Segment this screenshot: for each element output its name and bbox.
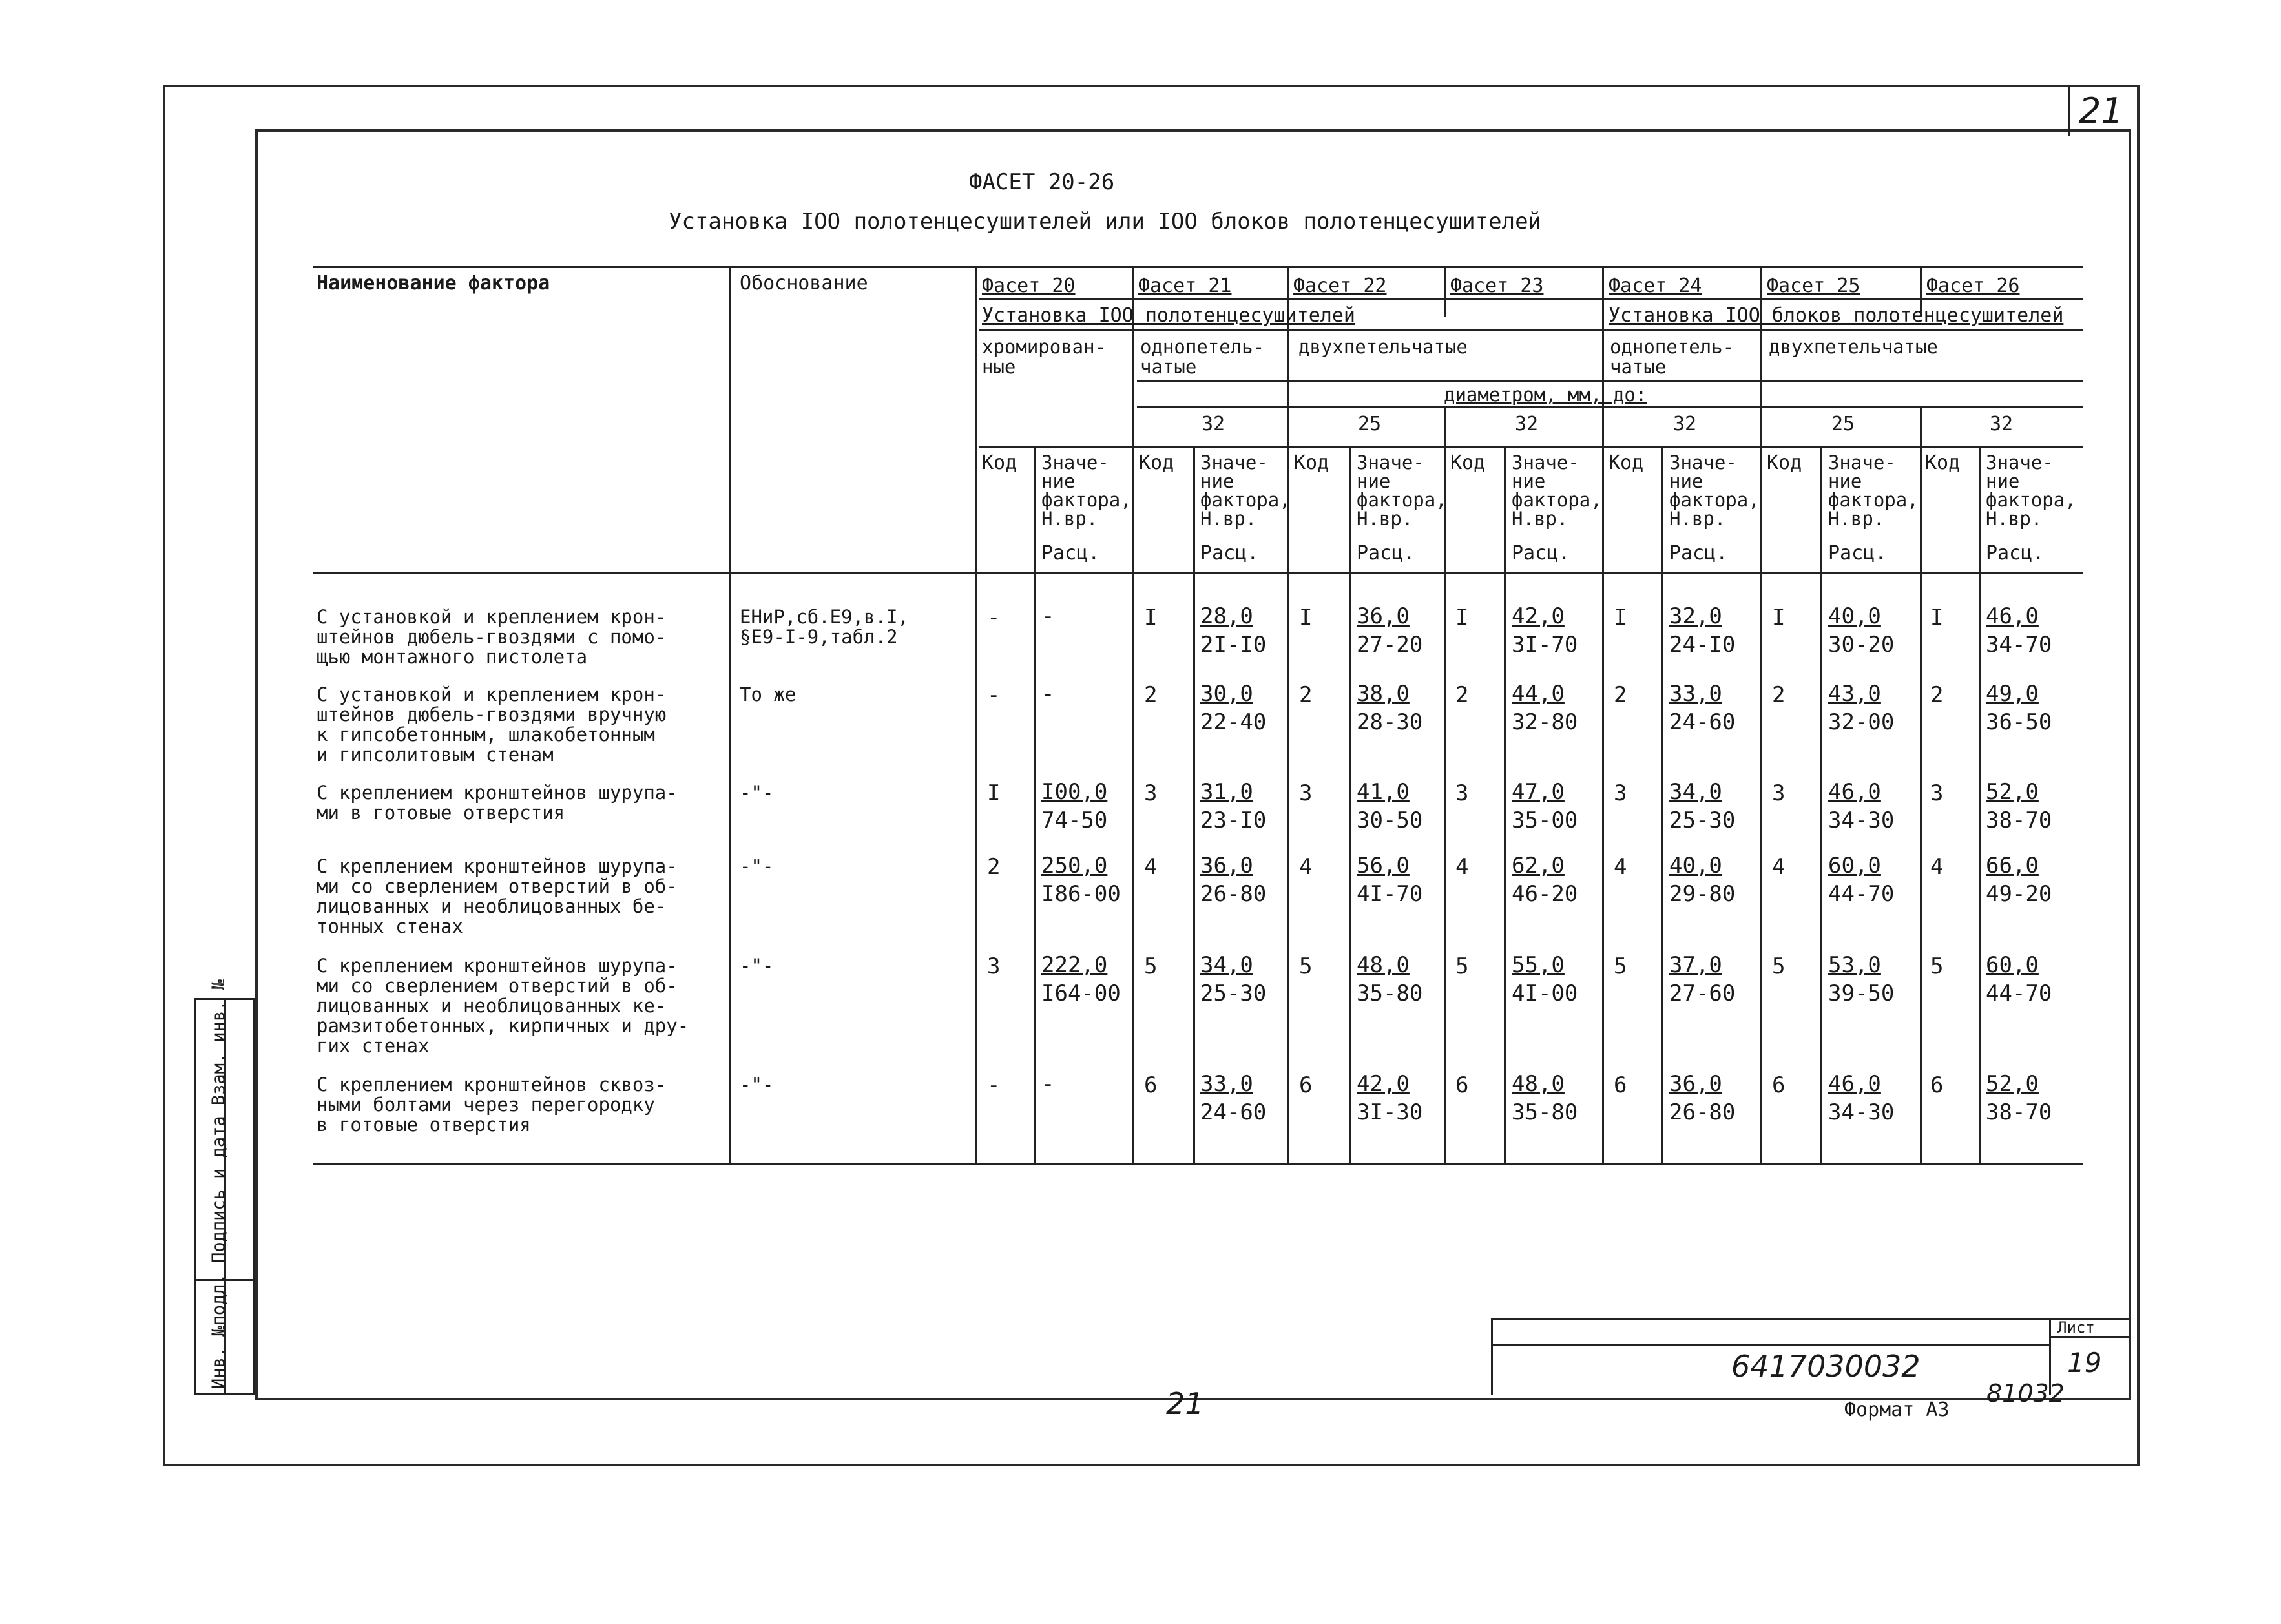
rate-value: 29-80 (1669, 881, 1736, 907)
code-cell: I (1772, 605, 1786, 630)
code-cell: I (1455, 605, 1469, 630)
value-cell (1986, 1071, 2052, 1125)
col-factor-header: Наименование фактора (317, 272, 550, 295)
rate-value: 38-70 (1986, 1099, 2052, 1125)
code-cell: 2 (1930, 682, 1944, 708)
rate-value: 26-80 (1669, 1099, 1736, 1125)
factor-value: 222,0 (1041, 952, 1108, 978)
rate-value: 24-60 (1669, 709, 1736, 735)
code-header: Код (1767, 452, 1802, 474)
code-cell: I (987, 780, 1001, 806)
code-cell: - (987, 682, 1001, 708)
rate-value: 2I-I0 (1200, 632, 1267, 658)
rate-value: 4I-70 (1357, 881, 1423, 907)
value-cell (1986, 603, 2052, 658)
rate-value: 34-30 (1828, 807, 1895, 833)
bottom-page-number: 21 (1166, 1386, 1204, 1421)
factor-value: 40,0 (1828, 603, 1881, 629)
factor-value: 33,0 (1200, 1071, 1253, 1097)
factor-value: 41,0 (1357, 779, 1410, 805)
code-cell: 6 (1455, 1072, 1469, 1098)
code-cell: 6 (1144, 1072, 1158, 1098)
rate-value: 44-70 (1986, 981, 2052, 1006)
doc-number: 6417030032 (1731, 1349, 1921, 1384)
factor-value: 60,0 (1986, 952, 2039, 978)
value-cell (1357, 603, 1422, 658)
code-cell: 3 (1455, 780, 1469, 806)
diameter-f25: 25 (1831, 413, 1855, 435)
value-cell (1041, 681, 1054, 709)
factor-value: 48,0 (1512, 1071, 1565, 1097)
factor-value: - (1041, 681, 1055, 707)
code-cell: 5 (1299, 953, 1313, 979)
rate-value: 4I-00 (1512, 981, 1578, 1006)
code-cell: 4 (1144, 854, 1158, 880)
value-header: Значе- ние фактора, Н.вр. (1357, 452, 1447, 530)
rate-value: 3I-30 (1357, 1099, 1423, 1125)
code-header: Код (982, 452, 1017, 474)
code-cell: 2 (1144, 682, 1158, 708)
code-cell: 2 (1455, 682, 1469, 708)
table-bottom-rule (313, 1163, 2083, 1165)
rate-header: Расц. (1357, 542, 1415, 565)
code-cell: - (987, 1072, 1001, 1098)
code-cell: 6 (1930, 1072, 1944, 1098)
factor-value: 31,0 (1200, 779, 1253, 805)
value-cell (1200, 1071, 1266, 1125)
code-header: Код (1139, 452, 1174, 474)
diameter-f22: 25 (1358, 413, 1382, 435)
rate-header: Расц. (1669, 542, 1728, 565)
factor-value: 36,0 (1669, 1071, 1722, 1097)
code-cell: 2 (1299, 682, 1313, 708)
code-cell: I (1930, 605, 1944, 630)
value-cell (1512, 779, 1578, 833)
rate-value: 35-00 (1512, 807, 1578, 833)
factor-cell: С установкой и креплением крон- штейнов дюбель-гвоздями вручную к гипсобетонным, шлакобетонным и гипсолитовым стенам (317, 683, 667, 765)
basis-cell: ЕНиР,сб.Е9,в.I, §Е9-I-9,табл.2 (740, 606, 909, 648)
col-sep-f20-inner (1034, 446, 1036, 1163)
value-cell (1357, 853, 1422, 907)
factor-value: 38,0 (1357, 681, 1410, 707)
value-cell (1357, 779, 1422, 833)
value-cell (1512, 681, 1578, 735)
value-cell (1041, 952, 1121, 1006)
code-cell: 4 (1299, 854, 1313, 880)
value-cell (1200, 952, 1266, 1006)
value-header: Значе- ние фактора, Н.вр. (1200, 452, 1291, 530)
type-double-left-header: двухпетельчатые (1298, 336, 1468, 358)
group-row-rule (979, 329, 2083, 331)
diameter-f26: 32 (1990, 413, 2014, 435)
value-cell (1200, 853, 1266, 907)
basis-cell: То же (740, 683, 797, 705)
code-cell: 4 (1930, 854, 1944, 880)
facet-22-header: Фасет 22 (1293, 275, 1387, 297)
rate-value: 46-20 (1512, 881, 1578, 907)
factor-value: 62,0 (1512, 853, 1565, 879)
value-cell (1828, 952, 1894, 1006)
diameter-f23: 32 (1515, 413, 1539, 435)
value-cell (1200, 779, 1266, 833)
factor-value: 52,0 (1986, 1071, 2039, 1097)
type-single-right-header: однопетель- чатые (1610, 336, 1734, 378)
value-header: Значе- ние фактора, Н.вр. (1828, 452, 1919, 530)
facet-subheading: Установка IOO полотенцесушителей или IOO блоков полотенцесушителей (669, 209, 1542, 234)
code-cell: 3 (1930, 780, 1944, 806)
value-cell (1512, 1071, 1578, 1125)
rate-value: 32-80 (1512, 709, 1578, 735)
factor-value: 49,0 (1986, 681, 2039, 707)
rate-value: 36-50 (1986, 709, 2052, 735)
factor-value: 52,0 (1986, 779, 2039, 805)
code-header: Код (1294, 452, 1329, 474)
rate-value: 44-70 (1828, 881, 1895, 907)
code-cell: 3 (1144, 780, 1158, 806)
value-cell (1669, 1071, 1735, 1125)
value-cell (1828, 603, 1894, 658)
value-cell (1986, 952, 2052, 1006)
facet-heading: ФАСЕТ 20-26 (969, 169, 1115, 195)
code-header: Код (1450, 452, 1486, 474)
col-sep-f25-inner (1820, 446, 1822, 1163)
factor-value: 46,0 (1986, 603, 2039, 629)
rate-value: 39-50 (1828, 981, 1895, 1006)
rate-value: 26-80 (1200, 881, 1267, 907)
value-cell (1041, 853, 1121, 907)
facet-25-header: Фасет 25 (1767, 275, 1860, 297)
rate-value: 24-I0 (1669, 632, 1736, 658)
rate-value: 38-70 (1986, 807, 2052, 833)
rate-value: I86-00 (1041, 881, 1121, 907)
value-cell (1041, 603, 1054, 632)
rate-value: 49-20 (1986, 881, 2052, 907)
facet-23-header: Фасет 23 (1450, 275, 1544, 297)
factor-value: 40,0 (1669, 853, 1722, 879)
value-cell (1986, 853, 2052, 907)
value-cell (1512, 853, 1578, 907)
code-cell: 6 (1772, 1072, 1786, 1098)
factor-cell: С установкой и креплением крон- штейнов дюбель-гвоздями с помо- щью монтажного пистолета (317, 606, 667, 668)
factor-cell: С креплением кронштейнов шурупа- ми со сверлением отверстий в об- лицованных и необлицованных бе- тонных стенах (317, 855, 678, 937)
col-sep-f23-inner (1504, 446, 1506, 1163)
facet-20-header: Фасет 20 (982, 275, 1076, 297)
code-cell: 5 (1144, 953, 1158, 979)
code-cell: - (987, 605, 1001, 630)
col-sep-f20 (975, 266, 977, 1163)
rate-value: I64-00 (1041, 981, 1121, 1006)
value-header: Значе- ние фактора, Н.вр. (1669, 452, 1760, 530)
side-stamp-text: Инв. №подл. Подпись и дата Взам. инв. № (209, 979, 229, 1389)
factor-value: 28,0 (1200, 603, 1253, 629)
diameter-f21: 32 (1202, 413, 1225, 435)
col-sep-f26 (1920, 406, 1922, 1163)
value-cell (1669, 603, 1735, 658)
page-mark: 21 (2079, 90, 2123, 131)
factor-cell: С креплением кронштейнов шурупа- ми со сверлением отверстий в об- лицованных и необлицованных ке- рамзитобетонных, кирпичных и дру- гих стенах (317, 955, 689, 1057)
code-cell: I (1299, 605, 1313, 630)
factor-value: 32,0 (1669, 603, 1722, 629)
code-cell: 5 (1772, 953, 1786, 979)
code-cell: 4 (1772, 854, 1786, 880)
type-row-rule (1137, 380, 2083, 382)
rate-value: 32-00 (1828, 709, 1895, 735)
basis-cell: -"- (740, 782, 774, 804)
factor-value: I00,0 (1041, 779, 1108, 805)
rate-value: 27-20 (1357, 632, 1423, 658)
value-header: Значе- ние фактора, Н.вр. (1986, 452, 2076, 530)
col-sep-f21 (1132, 266, 1134, 1163)
value-header: Значе- ние фактора, Н.вр. (1041, 452, 1132, 530)
code-cell: 5 (1455, 953, 1469, 979)
col-sep-f26-inner (1979, 446, 1981, 1163)
col-sep-f22-inner (1349, 446, 1351, 1163)
code-cell: I (1144, 605, 1158, 630)
rate-value: 25-30 (1200, 981, 1267, 1006)
value-header: Значе- ние фактора, Н.вр. (1512, 452, 1602, 530)
code-cell: 3 (987, 953, 1001, 979)
value-cell (1200, 681, 1266, 735)
value-cell (1669, 952, 1735, 1006)
type-single-left-header: однопетель- чатые (1140, 336, 1265, 378)
value-cell (1357, 681, 1422, 735)
basis-cell: -"- (740, 955, 774, 977)
col-sep-f24-inner (1661, 446, 1663, 1163)
facet-21-header: Фасет 21 (1138, 275, 1232, 297)
rate-value: 35-80 (1357, 981, 1423, 1006)
value-cell (1512, 952, 1578, 1006)
code-cell: 6 (1299, 1072, 1313, 1098)
code-cell: 5 (1930, 953, 1944, 979)
value-cell (1828, 1071, 1894, 1125)
rate-header: Расц. (1986, 542, 2045, 565)
sheet-number: 19 (2067, 1347, 2102, 1379)
code-header: Код (1609, 452, 1644, 474)
code-cell: 2 (1772, 682, 1786, 708)
factor-value: - (1041, 603, 1055, 629)
factor-value: 34,0 (1669, 779, 1722, 805)
value-cell (1669, 853, 1735, 907)
rate-value: 30-50 (1357, 807, 1423, 833)
rate-header: Расц. (1200, 542, 1259, 565)
factor-value: 42,0 (1512, 603, 1565, 629)
code-cell: 4 (1614, 854, 1627, 880)
group-right-header: Установка IOO блоков полотенцесушителей (1609, 304, 2064, 327)
code-cell: 3 (1614, 780, 1627, 806)
value-cell (1041, 1071, 1054, 1099)
factor-cell: С креплением кронштейнов сквоз- ными болтами через перегородку в готовые отверстия (317, 1074, 667, 1136)
value-cell (1512, 603, 1578, 658)
value-cell (1669, 681, 1735, 735)
rate-value: 23-I0 (1200, 807, 1267, 833)
format-code: 81032 (1986, 1379, 2065, 1408)
factor-value: 30,0 (1200, 681, 1253, 707)
factor-value: 66,0 (1986, 853, 2039, 879)
rate-value: 22-40 (1200, 709, 1267, 735)
value-cell (1669, 779, 1735, 833)
basis-cell: -"- (740, 855, 774, 877)
rate-value: 34-70 (1986, 632, 2052, 658)
code-cell: 2 (1614, 682, 1627, 708)
factor-value: 48,0 (1357, 952, 1410, 978)
factor-value: 46,0 (1828, 779, 1881, 805)
code-cell: 5 (1614, 953, 1627, 979)
factor-value: 250,0 (1041, 853, 1108, 879)
factor-value: 36,0 (1357, 603, 1410, 629)
value-cell (1357, 952, 1422, 1006)
factor-value: 42,0 (1357, 1071, 1410, 1097)
value-cell (1986, 779, 2052, 833)
rate-header: Расц. (1828, 542, 1887, 565)
table-header-bottom-rule (313, 572, 2083, 574)
factor-cell: С креплением кронштейнов шурупа- ми в готовые отверстия (317, 782, 678, 824)
code-cell: I (1614, 605, 1627, 630)
factor-value: 37,0 (1669, 952, 1722, 978)
factor-value: - (1041, 1071, 1055, 1097)
factor-value: 44,0 (1512, 681, 1565, 707)
rate-value: 34-30 (1828, 1099, 1895, 1125)
diameter-row-rule (979, 446, 2083, 448)
rate-value: 24-60 (1200, 1099, 1267, 1125)
code-header: Код (1925, 452, 1961, 474)
rate-header: Расц. (1512, 542, 1570, 565)
code-cell: 3 (1772, 780, 1786, 806)
rate-value: 35-80 (1512, 1099, 1578, 1125)
code-cell: 6 (1614, 1072, 1627, 1098)
rate-header: Расц. (1041, 542, 1100, 565)
value-cell (1200, 603, 1266, 658)
rate-value: 30-20 (1828, 632, 1895, 658)
title-block-inner-rule (1491, 1344, 2049, 1346)
factor-value: 47,0 (1512, 779, 1565, 805)
factor-value: 36,0 (1200, 853, 1253, 879)
factor-value: 43,0 (1828, 681, 1881, 707)
page-mark-divider (2068, 85, 2070, 136)
rate-value: 25-30 (1669, 807, 1736, 833)
code-cell: 3 (1299, 780, 1313, 806)
value-cell (1041, 779, 1107, 833)
facet-24-header: Фасет 24 (1609, 275, 1702, 297)
factor-value: 55,0 (1512, 952, 1565, 978)
col-basis-header: Обоснование (740, 272, 868, 295)
code-cell: 4 (1455, 854, 1469, 880)
factor-value: 34,0 (1200, 952, 1253, 978)
diameter-label: диаметром, мм, до: (1444, 384, 1647, 406)
factor-value: 33,0 (1669, 681, 1722, 707)
value-cell (1828, 681, 1894, 735)
table-top-rule (313, 266, 2083, 268)
factor-value: 56,0 (1357, 853, 1410, 879)
basis-cell: -"- (740, 1074, 774, 1096)
type-chrome-header: хромирован- ные (982, 336, 1107, 378)
rate-value: 3I-70 (1512, 632, 1578, 658)
rate-value: 74-50 (1041, 807, 1108, 833)
value-cell (1828, 853, 1894, 907)
facet-row-rule (979, 298, 2083, 300)
factor-value: 60,0 (1828, 853, 1881, 879)
diameter-label-rule (1137, 406, 2083, 408)
value-cell (1828, 779, 1894, 833)
format-label: Формат А3 (1844, 1399, 1950, 1421)
col-sep-f25 (1760, 266, 1762, 1163)
diameter-f24: 32 (1673, 413, 1697, 435)
code-cell: 2 (987, 854, 1001, 880)
sheet-label: Лист (2057, 1318, 2095, 1337)
rate-value: 27-60 (1669, 981, 1736, 1006)
col-sep-basis (729, 266, 731, 1163)
value-cell (1357, 1071, 1422, 1125)
facet-26-header: Фасет 26 (1926, 275, 2020, 297)
factor-value: 53,0 (1828, 952, 1881, 978)
group-left-header: Установка IOO полотенцесушителей (982, 304, 1355, 327)
rate-value: 28-30 (1357, 709, 1423, 735)
type-double-right-header: двухпетельчатые (1769, 336, 1938, 358)
col-sep-f22 (1287, 266, 1289, 1163)
value-cell (1986, 681, 2052, 735)
factor-value: 46,0 (1828, 1071, 1881, 1097)
col-sep-f23-top (1444, 266, 1446, 317)
col-sep-f21-inner (1193, 446, 1195, 1163)
